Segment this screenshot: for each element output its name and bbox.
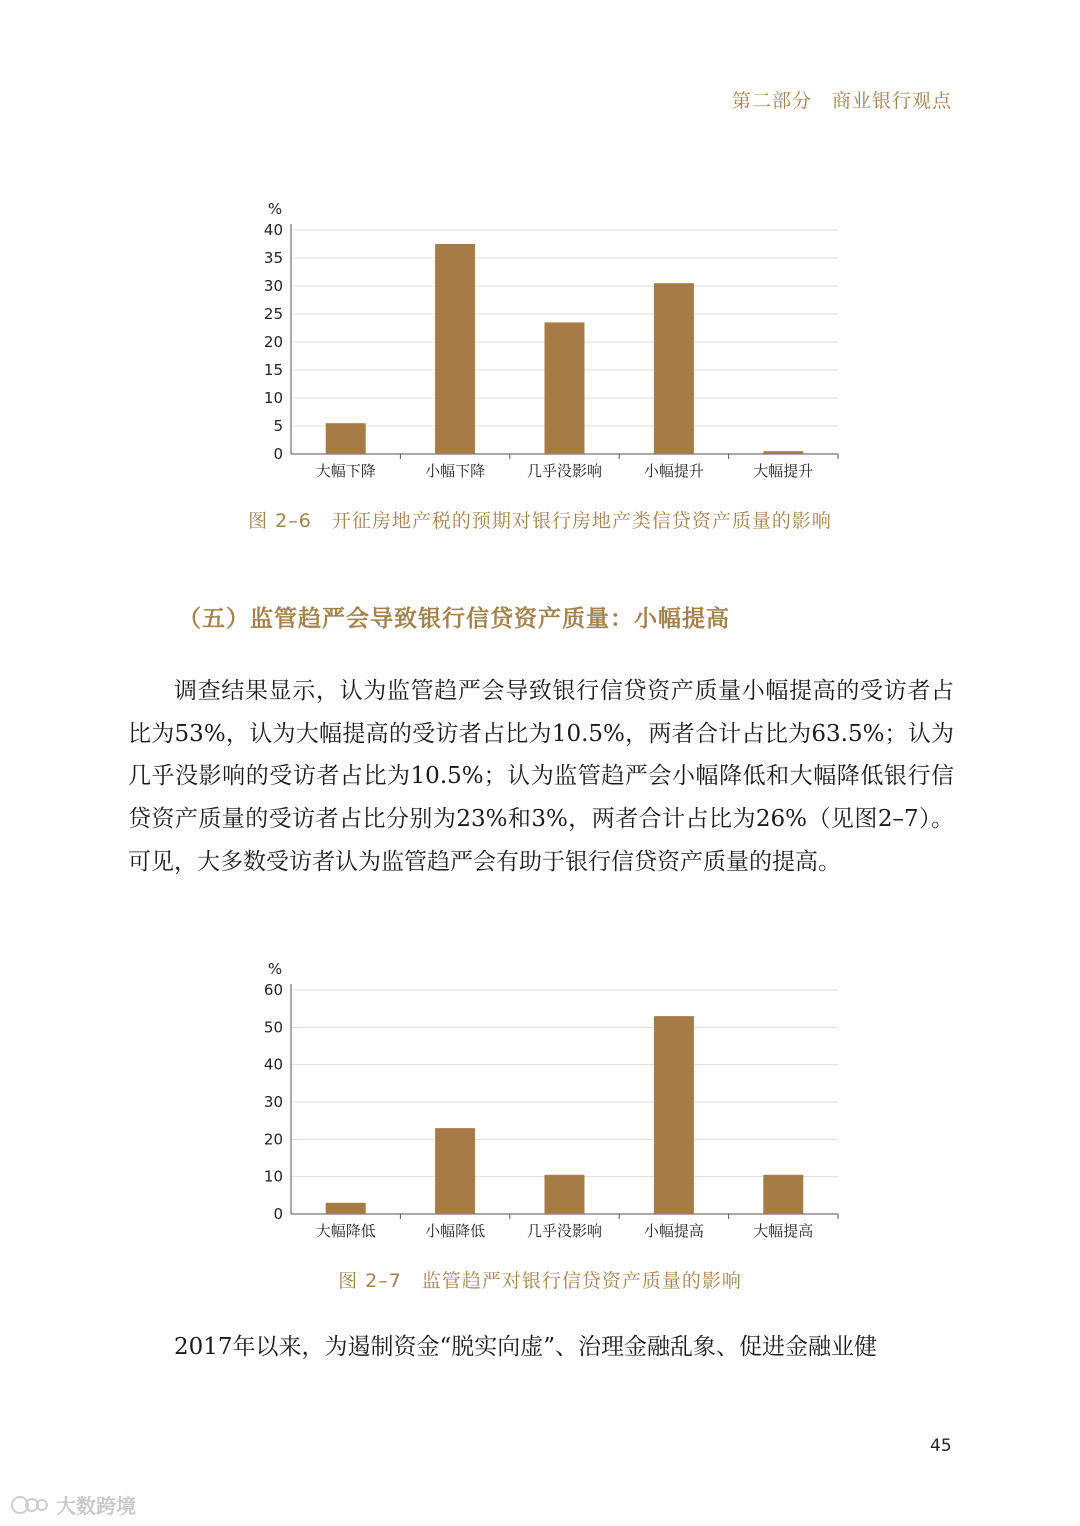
x-tick-label: 几乎没影响 <box>526 1222 603 1240</box>
bar <box>654 1016 694 1214</box>
y-tick-label: 30 <box>263 277 283 295</box>
y-tick-label: 20 <box>263 333 283 351</box>
y-tick-label: 20 <box>263 1130 283 1149</box>
y-tick-label: 30 <box>263 1093 283 1111</box>
y-tick-label: 40 <box>263 221 283 239</box>
x-tick-label: 大幅提高 <box>753 1222 814 1240</box>
watermark-text: 大数跨境 <box>56 1494 136 1518</box>
page-number: 45 <box>930 1436 952 1456</box>
bar-chart-2-6 <box>0 186 1080 486</box>
x-tick-label: 大幅下降 <box>315 462 376 480</box>
x-tick-label: 小幅下降 <box>425 462 486 480</box>
y-unit-label: % <box>267 200 283 218</box>
y-tick-label: 60 <box>263 981 283 999</box>
y-unit-label: % <box>267 960 283 978</box>
watermark <box>10 1490 136 1519</box>
bar <box>545 1175 585 1214</box>
bar-chart-2-7 <box>0 946 1080 1246</box>
y-tick-label: 35 <box>263 249 283 267</box>
figure-2-7-caption: 图 2–7 监管趋严对银行信贷资产质量的影响 <box>338 1270 742 1292</box>
y-tick-label: 0 <box>273 445 283 463</box>
bar <box>763 451 803 454</box>
y-tick-label: 15 <box>263 361 283 379</box>
figure-2-7-chart <box>0 946 1080 1246</box>
figure-2-6-caption: 图 2–6 开征房地产税的预期对银行房地产类信贷资产质量的影响 <box>248 510 832 532</box>
bar <box>435 244 475 454</box>
running-head: 第二部分 商业银行观点 <box>731 90 952 112</box>
bar <box>435 1128 475 1214</box>
bar <box>654 283 694 454</box>
bar <box>763 1175 803 1214</box>
body-paragraph-1: 调查结果显示，认为监管趋严会导致银行信贷资产质量小幅提高的受访者占比为53%，认为大幅提高的受访者占比为10.5%，两者合计占比为63.5%；认为几乎没影响的受访者占比为10.5%；认为监管趋严会小幅降低和大幅降低银行信贷资产质量的受访者占比分别为23%和3%，两者合计占比为26%（见图2–7）。可见，大多数受访者认为监管趋严会有助于银行信贷资产质量的提高。 <box>128 678 954 875</box>
y-tick-label: 5 <box>273 417 283 435</box>
y-tick-label: 10 <box>263 1167 283 1186</box>
x-tick-label: 小幅提高 <box>643 1222 704 1240</box>
body-paragraph-2: 2017年以来，为遏制资金“脱实向虚”、治理金融乱象、促进金融业健 <box>174 1334 878 1360</box>
bar <box>326 1203 366 1214</box>
figure-2-6-chart <box>0 186 1080 486</box>
x-tick-label: 小幅提升 <box>643 462 704 480</box>
bar <box>545 322 585 454</box>
x-tick-label: 小幅降低 <box>425 1222 486 1240</box>
section-heading: （五）监管趋严会导致银行信贷资产质量：小幅提高 <box>178 606 730 632</box>
y-tick-label: 0 <box>273 1205 283 1223</box>
y-tick-label: 10 <box>263 389 283 407</box>
bar <box>326 423 366 454</box>
x-tick-label: 几乎没影响 <box>526 462 603 480</box>
y-tick-label: 50 <box>263 1018 283 1037</box>
y-tick-label: 40 <box>263 1055 283 1074</box>
x-tick-label: 大幅提升 <box>753 462 814 480</box>
watermark-logo-icon <box>10 1493 50 1517</box>
y-tick-label: 25 <box>263 305 283 323</box>
x-tick-label: 大幅降低 <box>315 1222 376 1240</box>
